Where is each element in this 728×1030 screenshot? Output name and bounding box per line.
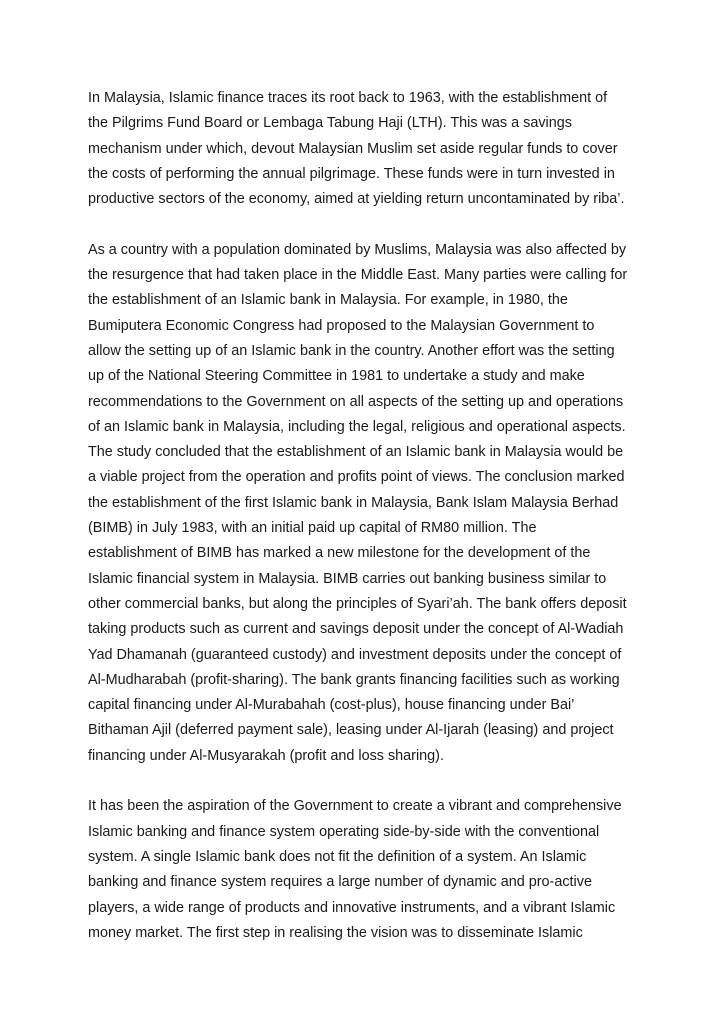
text-line: Islamic banking and finance system operating side-by-side with the conventional (88, 823, 600, 840)
text-line: the establishment of an Islamic bank in Malaysia. For example, in 1980, the (88, 292, 568, 309)
text-line: a viable project from the operation and profits point of views. The conclusion marked (88, 469, 625, 486)
text-line: the costs of performing the annual pilgrimage. These funds were in turn invested in (88, 165, 615, 182)
text-line: capital financing under Al-Murabahah (cost-plus), house financing under Bai’ (88, 697, 575, 714)
text-line: other commercial banks, but along the principles of Syari’ah. The bank offers deposit (88, 595, 627, 612)
text-line: Bithaman Ajil (deferred payment sale), leasing under Al-Ijarah (leasing) and project (88, 722, 614, 739)
text-line: productive sectors of the economy, aimed at yielding return uncontaminated by riba’. (88, 191, 625, 208)
text-line: The study concluded that the establishment of an Islamic bank in Malaysia would be (88, 444, 624, 461)
paragraph (88, 794, 656, 946)
text-line: the Pilgrims Fund Board or Lembaga Tabung Haji (LTH). This was a savings (88, 115, 572, 132)
text-line: recommendations to the Government on all aspects of the setting up and operations (88, 393, 624, 410)
text-line: establishment of BIMB has marked a new milestone for the development of the (88, 545, 591, 562)
paragraph (88, 238, 656, 769)
text-line: financing under Al-Musyarakah (profit and loss sharing). (88, 747, 444, 764)
text-line: Al-Mudharabah (profit-sharing). The bank grants financing facilities such as working (88, 671, 620, 688)
text-line: allow the setting up of an Islamic bank in the country. Another effort was the setting (88, 342, 615, 359)
text-line: Islamic financial system in Malaysia. BIMB carries out banking business similar to (88, 570, 607, 587)
text-line: up of the National Steering Committee in 1981 to undertake a study and make (88, 368, 585, 385)
text-line: In Malaysia, Islamic finance traces its root back to 1963, with the establishment of (88, 90, 608, 106)
text-line: Yad Dhamanah (guaranteed custody) and investment deposits under the concept of (88, 646, 622, 663)
text-line: banking and finance system requires a large number of dynamic and pro-active (88, 874, 592, 891)
paragraph-spacer (88, 212, 656, 237)
text-line: (BIMB) in July 1983, with an initial paid up capital of RM80 million. The (88, 520, 537, 537)
text-line: players, a wide range of products and innovative instruments, and a vibrant Islamic (88, 899, 616, 916)
text-line: mechanism under which, devout Malaysian Muslim set aside regular funds to cover (88, 140, 618, 157)
text-line: As a country with a population dominated by Muslims, Malaysia was also affected by (88, 241, 627, 258)
text-line: taking products such as current and savings deposit under the concept of Al-Wadiah (88, 621, 624, 638)
text-line: Bumiputera Economic Congress had proposed to the Malaysian Government to (88, 317, 595, 334)
text-line: the establishment of the first Islamic bank in Malaysia, Bank Islam Malaysia Berhad (88, 494, 619, 511)
document-body (88, 86, 656, 946)
text-line: the resurgence that had taken place in the Middle East. Many parties were calling for (88, 267, 628, 284)
text-line: of an Islamic bank in Malaysia, including the legal, religious and operational aspects. (88, 418, 626, 435)
text-line: It has been the aspiration of the Government to create a vibrant and comprehensive (88, 798, 622, 815)
text-line: system. A single Islamic bank does not fit the definition of a system. An Islamic (88, 848, 587, 865)
paragraph (88, 86, 656, 212)
text-line: money market. The first step in realising the vision was to disseminate Islamic (88, 924, 583, 941)
paragraph-spacer (88, 769, 656, 794)
